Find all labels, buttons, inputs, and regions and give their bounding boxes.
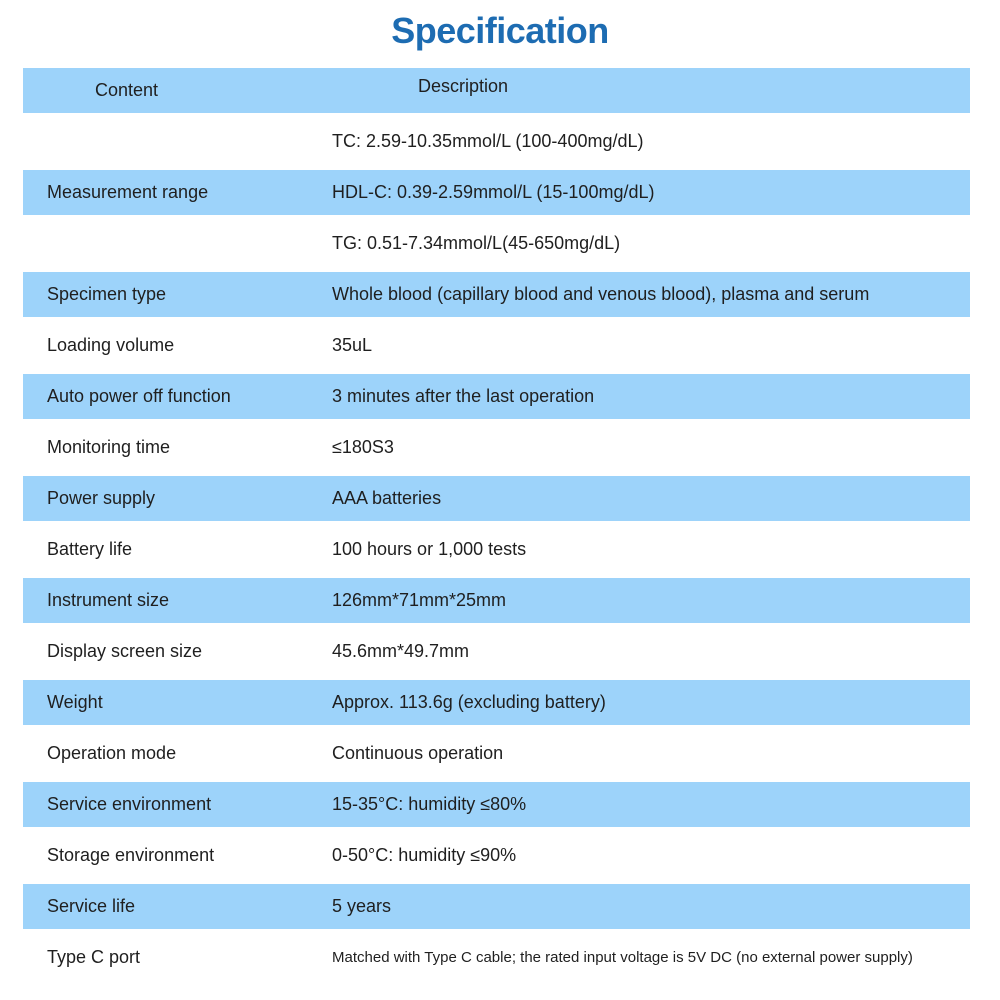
table-row (23, 827, 970, 884)
spec-table-body (23, 113, 970, 986)
row-label: Display screen size (47, 641, 203, 661)
row-description: 126mm*71mm*25mm (332, 590, 507, 610)
row-description: Approx. 113.6g (excluding battery) (332, 692, 606, 712)
table-row (23, 680, 970, 725)
table-row (23, 374, 970, 419)
row-description: 15-35°C: humidity ≤80% (332, 794, 527, 814)
spec-table (23, 68, 970, 986)
row-label: Operation mode (47, 743, 177, 763)
row-label: Power supply (47, 488, 156, 508)
header-content-label: Content (95, 80, 159, 100)
row-description: 0-50°C: humidity ≤90% (332, 845, 517, 865)
row-description: AAA batteries (332, 488, 442, 508)
table-row (23, 521, 970, 578)
row-description: Matched with Type C cable; the rated input voltage is 5V DC (no external power supply) (332, 949, 913, 966)
table-row (23, 578, 970, 623)
row-label: Specimen type (47, 284, 167, 304)
table-row (23, 929, 970, 986)
row-label: Service life (47, 896, 136, 916)
row-description: 3 minutes after the last operation (332, 386, 595, 406)
row-description: 35uL (332, 335, 373, 355)
row-label: Type C port (47, 947, 141, 967)
table-row (23, 419, 970, 476)
row-label: Measurement range (47, 182, 209, 202)
row-description: TC: 2.59-10.35mmol/L (100-400mg/dL) (332, 131, 644, 151)
table-row (23, 725, 970, 782)
row-description: 100 hours or 1,000 tests (332, 539, 527, 559)
row-label: Auto power off function (47, 386, 231, 406)
row-description: 5 years (332, 896, 392, 916)
row-description: 45.6mm*49.7mm (332, 641, 470, 661)
table-row (23, 272, 970, 317)
row-label: Monitoring time (47, 437, 171, 457)
page-title: Specification (391, 10, 609, 51)
row-label: Battery life (47, 539, 133, 559)
row-label: Instrument size (47, 590, 170, 610)
header-description-label: Description (418, 76, 509, 96)
table-row (23, 215, 970, 272)
row-label: Storage environment (47, 845, 215, 865)
table-header-row (23, 68, 970, 113)
row-label: Service environment (47, 794, 212, 814)
table-row (23, 623, 970, 680)
table-row (23, 170, 970, 215)
row-description: HDL-C: 0.39-2.59mmol/L (15-100mg/dL) (332, 182, 655, 202)
row-label: Loading volume (47, 335, 175, 355)
table-row (23, 476, 970, 521)
table-row (23, 113, 970, 170)
table-row (23, 782, 970, 827)
row-description: ≤180S3 (332, 437, 394, 457)
row-description: TG: 0.51-7.34mmol/L(45-650mg/dL) (332, 233, 621, 253)
row-label: Weight (47, 692, 103, 712)
table-row (23, 317, 970, 374)
row-description: Whole blood (capillary blood and venous blood), plasma and serum (332, 284, 870, 304)
row-description: Continuous operation (332, 743, 504, 763)
table-row (23, 884, 970, 929)
